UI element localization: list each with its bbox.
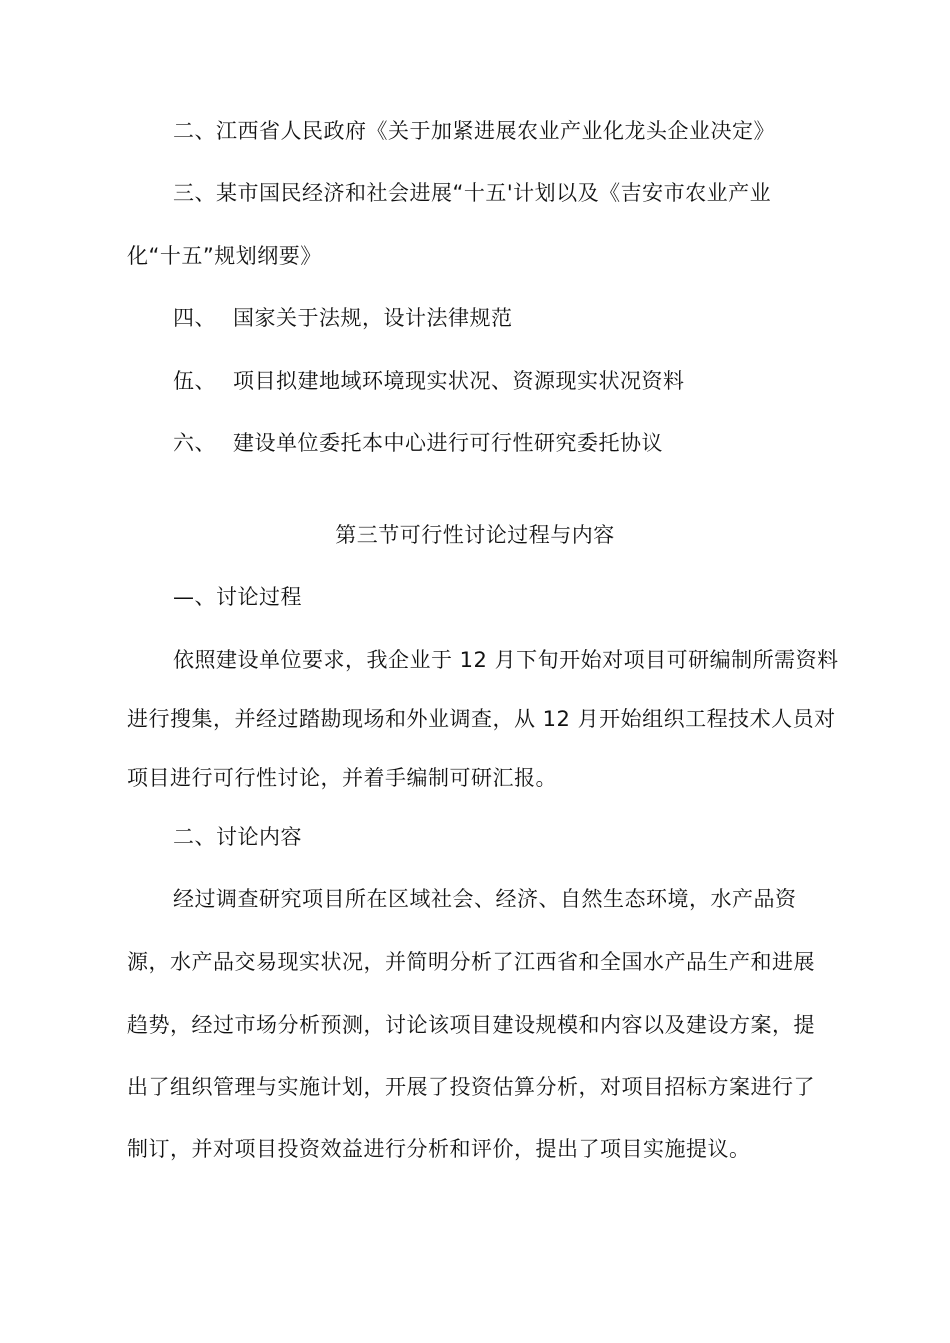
basis-item-5-text: 项目拟建地域环境现实状况、资源现实状况资料 [233,369,685,393]
basis-item-4 [173,303,513,333]
subsection-heading-content: 二、讨论内容 [173,825,302,849]
basis-item-4-text: 国家关于法规，设计法律规范 [233,306,513,330]
process-paragraph-line: 依照建设单位要求，我企业于 12 月下旬开始对项目可研编制所需资料 [173,648,839,672]
basis-item-5-number: 伍、 [173,369,216,393]
content-paragraph-line: 出了组织管理与实施计划，开展了投资估算分析，对项目招标方案进行了 [127,1075,815,1099]
basis-item-5 [173,366,685,396]
content-paragraph-line: 源，水产品交易现实状况，并简明分析了江西省和全国水产品生产和进展 [127,950,815,974]
basis-item-6 [173,428,663,458]
content-paragraph-line: 经过调查研究项目所在区域社会、经济、自然生态环境，水产品资 [173,887,797,911]
subsection-heading-process: —、讨论过程 [173,585,302,609]
section-title: 第三节可行性讨论过程与内容 [335,523,615,547]
basis-item-3-line1: 三、某市国民经济和社会进展“十五'计划以及《吉安市农业产业 [173,181,772,205]
content-paragraph-line: 趋势，经过市场分析预测，讨论该项目建设规模和内容以及建设方案，提 [127,1013,815,1037]
content-paragraph-line: 制订，并对项目投资效益进行分析和评价，提出了项目实施提议。 [127,1137,751,1161]
process-paragraph-line: 进行搜集，并经过踏勘现场和外业调查，从 12 月开始组织工程技术人员对 [127,707,836,731]
basis-item-3-line2: 化“十五”规划纲要》 [127,244,322,268]
basis-item-4-number: 四、 [173,306,216,330]
basis-item-2: 二、江西省人民政府《关于加紧进展农业产业化龙头企业决定》 [173,119,775,143]
basis-item-6-text: 建设单位委托本中心进行可行性研究委托协议 [233,431,663,455]
process-paragraph-line: 项目进行可行性讨论，并着手编制可研汇报。 [127,766,557,790]
basis-item-6-number: 六、 [173,431,216,455]
